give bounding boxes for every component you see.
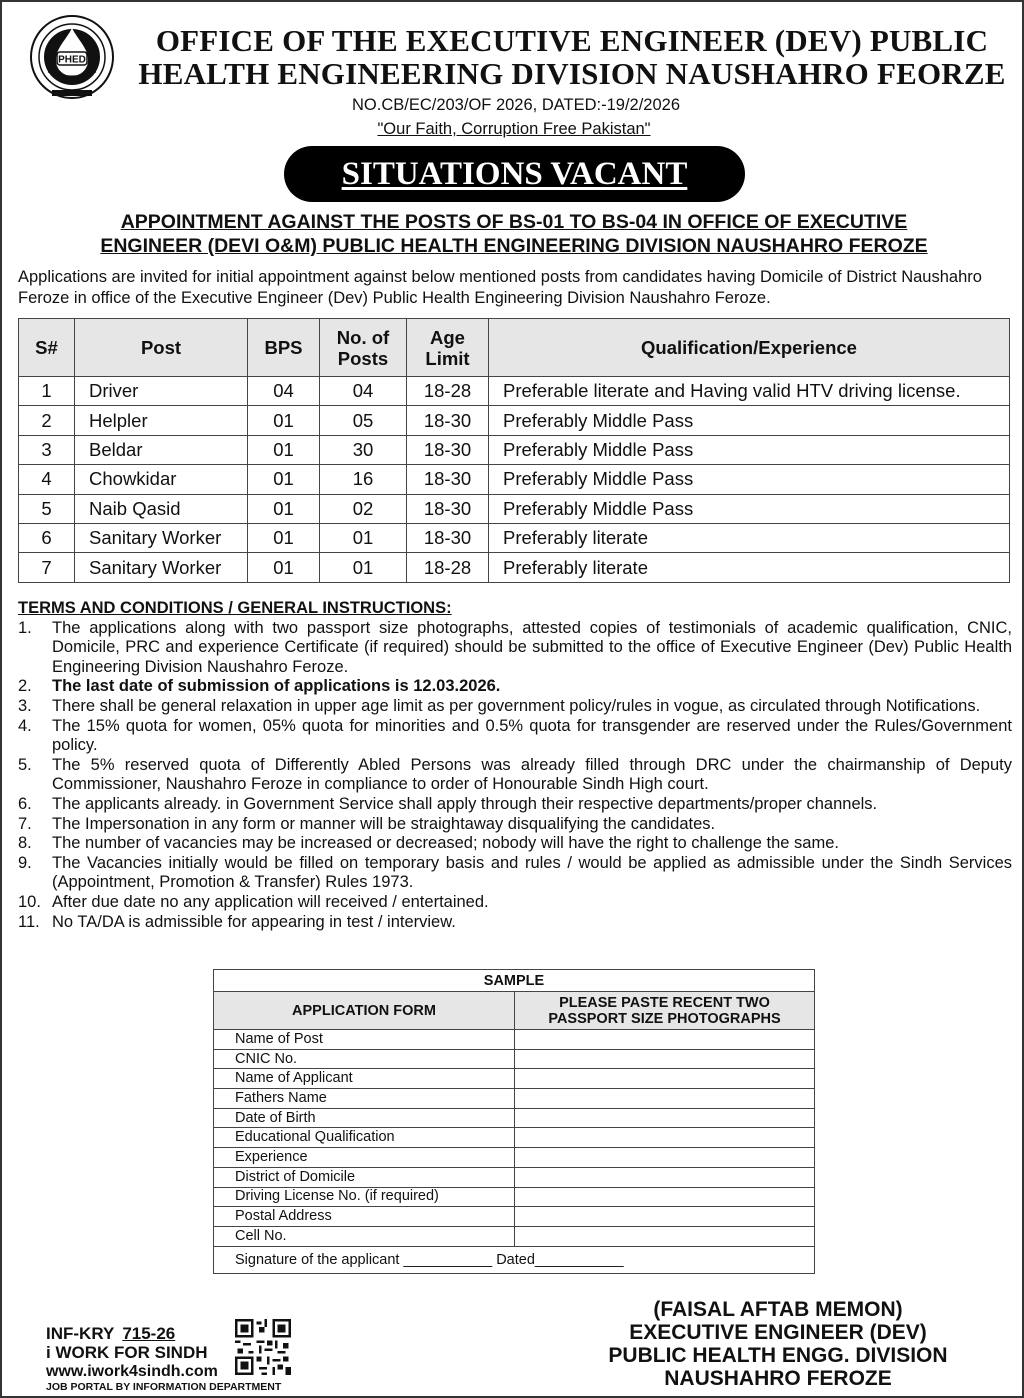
situations-vacant-banner	[284, 146, 745, 202]
form-field-value	[515, 1187, 815, 1207]
portal-url: www.iwork4sindh.com	[46, 1363, 218, 1380]
cell-age: 18-30	[407, 465, 489, 494]
header-no-of-posts: No. of Posts	[320, 319, 407, 377]
cell-bps: 04	[248, 377, 320, 406]
inf-reference: INF-KRY 715-26	[46, 1324, 176, 1343]
cell-post: Driver	[75, 377, 248, 406]
signatory-block	[582, 1298, 974, 1390]
cell-age: 18-30	[407, 406, 489, 435]
cell-sno: 1	[19, 377, 75, 406]
cell-post: Helpler	[75, 406, 248, 435]
cell-post: Chowkidar	[75, 465, 248, 494]
cell-post: Naib Qasid	[75, 494, 248, 523]
cell-count: 02	[320, 494, 407, 523]
form-field-label: Name of Post	[214, 1030, 515, 1050]
term-item: 1. The applications along with two passport size photographs, attested copies of testimonials of academic qualification, CNIC, Domicile, PRC and experience Certificate (if required) should be submitted to the office of Executive Engineer (Dev) Public Health Engineering Division Naushahro Feroze.	[18, 618, 1012, 676]
form-field-value	[515, 1108, 815, 1128]
cell-bps: 01	[248, 494, 320, 523]
form-field-label: Fathers Name	[214, 1089, 515, 1109]
table-row	[19, 406, 1010, 435]
term-item: 7. The Impersonation in any form or manner will be straightaway disqualifying the candidates.	[18, 814, 716, 833]
cell-count: 04	[320, 377, 407, 406]
table-row	[19, 523, 1010, 552]
terms-section	[18, 599, 1012, 932]
table-row	[19, 494, 1010, 523]
cell-bps: 01	[248, 465, 320, 494]
signatory-location: NAUSHAHRO FEROZE	[664, 1367, 892, 1390]
form-field-value	[515, 1030, 815, 1050]
term-item: 11. No TA/DA is admissible for appearing in test / interview.	[18, 912, 456, 931]
signatory-designation: EXECUTIVE ENGINEER (DEV)	[629, 1321, 927, 1344]
form-field-label: Postal Address	[214, 1207, 515, 1227]
form-field-value	[515, 1089, 815, 1109]
term-item: 8. The number of vacancies may be increased or decreased; nobody will have the right to challenge the same.	[18, 834, 839, 853]
form-field-value	[515, 1148, 815, 1168]
reference-number: NO.CB/EC/203/OF 2026, DATED:-19/2/2026	[351, 96, 680, 114]
cell-sno: 2	[19, 406, 75, 435]
table-row	[19, 465, 1010, 494]
posts-table	[18, 318, 1010, 583]
form-field-label: Educational Qualification	[214, 1128, 515, 1148]
term-item: 6. The applicants already. in Government Service shall apply through their respective departments/proper channels.	[18, 794, 878, 813]
svg-text:PHED: PHED	[58, 54, 86, 66]
cell-bps: 01	[248, 435, 320, 464]
cell-qualification: Preferably literate	[489, 523, 1010, 552]
office-title	[122, 24, 1022, 90]
posts-table-header	[19, 319, 1010, 377]
form-field-label: Date of Birth	[214, 1108, 515, 1128]
form-field-value	[515, 1049, 815, 1069]
appointment-heading-line2: ENGINEER (DEVI O&M) PUBLIC HEALTH ENGINEERING DIVISION NAUSHAHRO FEROZE	[100, 235, 928, 257]
cell-bps: 01	[248, 406, 320, 435]
header-bps: BPS	[248, 319, 320, 377]
term-item: 4. The 15% quota for women, 05% quota for minorities and 0.5% quota for transgender are reserved under the Rules/Government policy.	[18, 716, 1012, 755]
form-field-value	[515, 1207, 815, 1227]
form-field-value	[515, 1167, 815, 1187]
cell-qualification: Preferably Middle Pass	[489, 435, 1010, 464]
term-item: 5. The 5% reserved quota of Differently Abled Persons was already filled through DRC under the chairmanship of Deputy Commissioner, Naushahro Feroze in compliance to order of Honourable Sindh High court.	[18, 755, 1012, 794]
cell-count: 05	[320, 406, 407, 435]
cell-bps: 01	[248, 523, 320, 552]
header-sno: S#	[19, 319, 75, 377]
appointment-heading	[2, 210, 1024, 258]
cell-sno: 4	[19, 465, 75, 494]
cell-sno: 3	[19, 435, 75, 464]
form-field-label: Experience	[214, 1148, 515, 1168]
cell-post: Sanitary Worker	[75, 523, 248, 552]
table-row	[19, 435, 1010, 464]
form-field-label: District of Domicile	[214, 1167, 515, 1187]
cell-qualification: Preferable literate and Having valid HTV driving license.	[489, 377, 1010, 406]
cell-sno: 6	[19, 523, 75, 552]
banner-label: SITUATIONS VACANT	[341, 156, 688, 192]
term-item: 10. After due date no any application will received / entertained.	[18, 892, 489, 911]
cell-bps: 01	[248, 553, 320, 582]
table-row	[19, 553, 1010, 582]
phed-logo-icon	[26, 14, 118, 100]
cell-qualification: Preferably Middle Pass	[489, 406, 1010, 435]
cell-post: Beldar	[75, 435, 248, 464]
cell-qualification: Preferably Middle Pass	[489, 494, 1010, 523]
cell-age: 18-28	[407, 377, 489, 406]
application-form-header: APPLICATION FORM	[214, 992, 515, 1030]
signature-line: Signature of the applicant ___________ Dated___________	[214, 1246, 815, 1273]
form-field-label: Driving License No. (if required)	[214, 1187, 515, 1207]
qr-code-icon	[235, 1319, 291, 1375]
cell-age: 18-28	[407, 553, 489, 582]
term-item: 3. There shall be general relaxation in upper age limit as per government policy/rules in vogue, as circulated through Notifications.	[18, 696, 981, 715]
cell-sno: 7	[19, 553, 75, 582]
portal-caption: JOB PORTAL BY INFORMATION DEPARTMENT	[46, 1381, 282, 1393]
form-field-value	[515, 1226, 815, 1246]
photograph-header: PLEASE PASTE RECENT TWO PASSPORT SIZE PHOTOGRAPHS	[515, 992, 815, 1030]
office-title-line1: OFFICE OF THE EXECUTIVE ENGINEER (DEV) PUBLIC	[155, 23, 989, 58]
cell-qualification: Preferably literate	[489, 553, 1010, 582]
cell-sno: 5	[19, 494, 75, 523]
form-field-label: Cell No.	[214, 1226, 515, 1246]
cell-count: 30	[320, 435, 407, 464]
appointment-heading-line1: APPOINTMENT AGAINST THE POSTS OF BS-01 TO BS-04 IN OFFICE OF EXECUTIVE	[120, 211, 908, 233]
motto: "Our Faith, Corruption Free Pakistan"	[377, 120, 651, 138]
term-item: 9. The Vacancies initially would be filled on temporary basis and rules / would be applied as admissible under the Sindh Services (Appointment, Promotion & Transfer) Rules 1973.	[18, 853, 1012, 892]
cell-age: 18-30	[407, 435, 489, 464]
signatory-division: PUBLIC HEALTH ENGG. DIVISION	[608, 1344, 948, 1367]
office-title-line2: HEALTH ENGINEERING DIVISION NAUSHAHRO FEORZE	[138, 56, 1006, 91]
header-post: Post	[75, 319, 248, 377]
terms-title: TERMS AND CONDITIONS / GENERAL INSTRUCTIONS:	[18, 599, 452, 617]
cell-count: 01	[320, 553, 407, 582]
sample-application-form	[213, 969, 815, 1274]
sample-title: SAMPLE	[214, 970, 815, 992]
brand-line: i WORK FOR SINDH	[46, 1343, 208, 1362]
header-age-limit: Age Limit	[407, 319, 489, 377]
intro-paragraph: Applications are invited for initial appointment against below mentioned posts from candidates having Domicile of District Naushahro Feroze in office of the Executive Engineer (Dev) Public Health Engineering Division Naushahro Feroze.	[18, 268, 982, 307]
iwork-icon: i	[46, 1343, 51, 1362]
signatory-name: (FAISAL AFTAB MEMON)	[653, 1298, 903, 1321]
form-field-label: Name of Applicant	[214, 1069, 515, 1089]
form-field-value	[515, 1128, 815, 1148]
form-field-value	[515, 1069, 815, 1089]
cell-post: Sanitary Worker	[75, 553, 248, 582]
cell-qualification: Preferably Middle Pass	[489, 465, 1010, 494]
form-field-label: CNIC No.	[214, 1049, 515, 1069]
cell-age: 18-30	[407, 494, 489, 523]
cell-age: 18-30	[407, 523, 489, 552]
cell-count: 16	[320, 465, 407, 494]
header-qualification: Qualification/Experience	[489, 319, 1010, 377]
cell-count: 01	[320, 523, 407, 552]
term-item-last-date: 2. The last date of submission of applications is 12.03.2026.	[18, 677, 501, 696]
table-row	[19, 377, 1010, 406]
